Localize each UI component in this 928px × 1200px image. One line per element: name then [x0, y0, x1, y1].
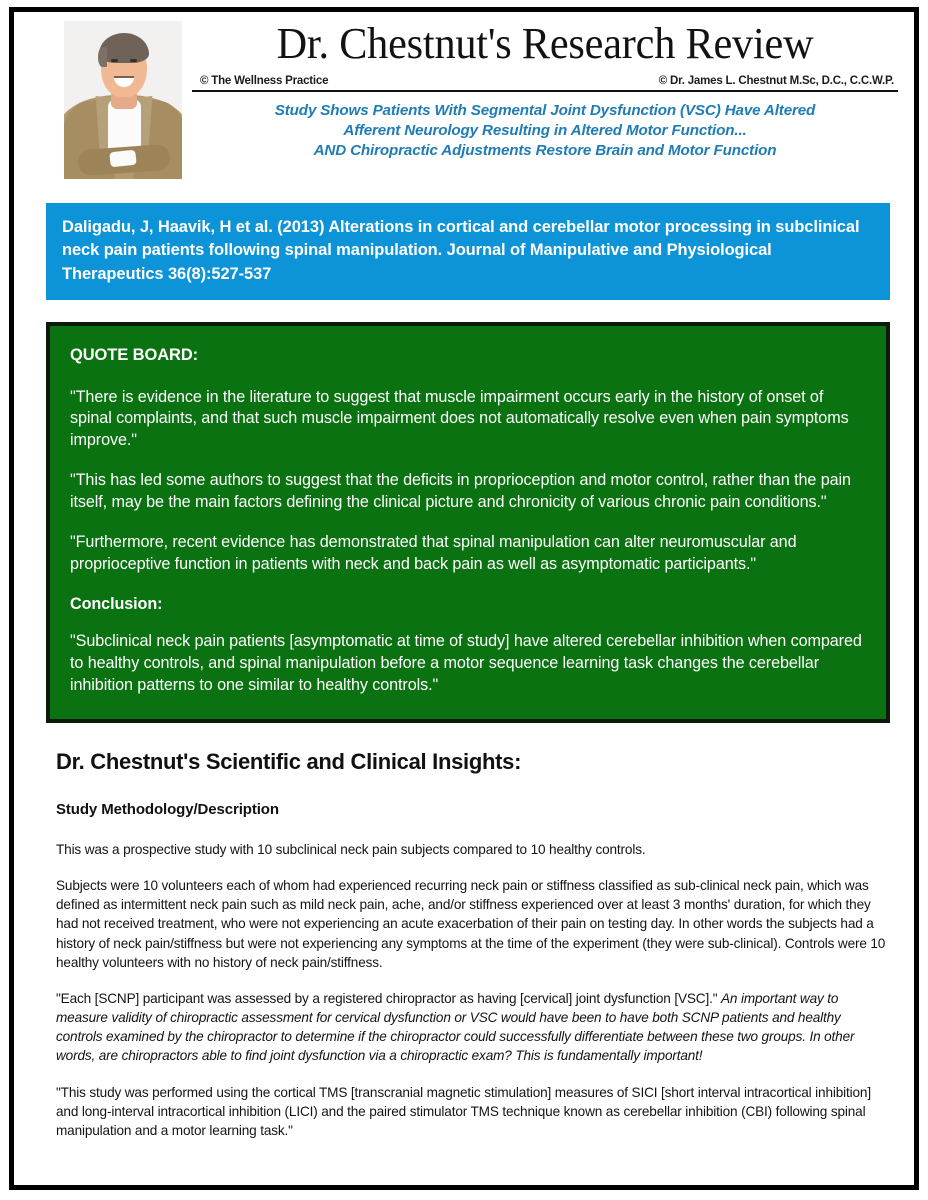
- methodology-paragraph-3-comment: An important way to measure validity of chiropractic assessment for cervical dysfunction or VSC would have been to have both SCNP patients and healthy controls examined by the chiropractor to determine if the chiropractor could successfully differentiate between these two groups. In other words, are chiropractors able to find joint dysfunction via a chiropractic exam? This is fundamentally important!: [56, 990, 855, 1064]
- methodology-paragraph-1: This was a prospective study with 10 subclinical neck pain subjects compared to 10 healthy controls.: [56, 841, 646, 857]
- quote-board-heading: QUOTE BOARD:: [70, 346, 199, 365]
- credit-row: [192, 69, 898, 92]
- methodology-paragraph-3-quote: "Each [SCNP] participant was assessed by a registered chiropractor as having [cervical] joint dysfunction [VSC].": [56, 990, 721, 1006]
- insights-title: Dr. Chestnut's Scientific and Clinical Insights:: [56, 748, 522, 774]
- credit-left: © The Wellness Practice: [200, 74, 329, 87]
- masthead: [30, 19, 898, 179]
- insights-section: [56, 749, 890, 1140]
- methodology-paragraph-4: "This study was performed using the cortical TMS [transcranial magnetic stimulation] measures of SICI [short interval intracortical inhibition] and long-interval intracortical inhibition (LICI) and the paired stimulator TMS technique known as cerebellar inhibition (CBI) following spinal manipulation and a motor learning task.": [56, 1084, 871, 1138]
- methodology-paragraph-3: [56, 989, 890, 1066]
- conclusion-label: Conclusion:: [70, 594, 163, 613]
- quote-1: "There is evidence in the literature to suggest that muscle impairment occurs early in the history of onset of spinal complaints, and that such muscle impairment does not automatically resolve even when pain symptoms improve.": [70, 387, 849, 450]
- quote-3: "Furthermore, recent evidence has demonstrated that spinal manipulation can alter neuromuscular and proprioceptive function in patients with neck and back pain as well as asymptomatic participants.": [70, 532, 797, 573]
- section-heading-methodology: Study Methodology/Description: [56, 800, 279, 818]
- citation-banner: Daligadu, J, Haavik, H et al. (2013) Alterations in cortical and cerebellar motor processing in subclinical neck pain patients following spinal manipulation. Journal of Manipulative and Physiological Therapeutics 36(8):527-537: [46, 203, 890, 300]
- credit-right: © Dr. James L. Chestnut M.Sc, D.C., C.C.W.P.: [658, 74, 894, 87]
- conclusion-text: "Subclinical neck pain patients [asymptomatic at time of study] have altered cerebellar inhibition when compared to healthy controls, and spinal manipulation before a motor sequence learning task changes the cerebellar inhibition patterns to one similar to healthy controls.": [70, 632, 862, 695]
- subhead-line-3: AND Chiropractic Adjustments Restore Brain and Motor Function: [313, 142, 777, 160]
- methodology-paragraph-2: Subjects were 10 volunteers each of whom had experienced recurring neck pain or stiffness classified as sub-clinical neck pain, which was defined as intermittent neck pain such as mild neck pain, ache, and/or stiffness experienced over at least 3 months' duration, for which they had not received treatment, who were not experiencing an acute exacerbation of their pain on testing day. In other words the subjects had a history of neck pain/stiffness but were not experiencing any symptoms at the time of the experiment (they were sub-clinical). Controls were 10 healthy volunteers with no history of neck pain/stiffness.: [56, 878, 886, 970]
- subhead-line-1: Study Shows Patients With Segmental Joint Dysfunction (VSC) Have Altered: [274, 101, 816, 119]
- author-portrait-photo: [64, 21, 182, 179]
- page-content: [17, 7, 911, 1140]
- subhead-block: [192, 92, 898, 162]
- quote-2: "This has led some authors to suggest that the deficits in proprioception and motor control, rather than the pain itself, may be the main factors defining the clinical picture and chronicity of various chronic pain conditions.": [70, 471, 851, 511]
- page-title: Dr. Chestnut's Research Review: [276, 19, 814, 68]
- subhead-line-2: Afferent Neurology Resulting in Altered Motor Function...: [343, 121, 747, 139]
- masthead-text-block: [182, 19, 898, 161]
- quote-board: [46, 322, 890, 723]
